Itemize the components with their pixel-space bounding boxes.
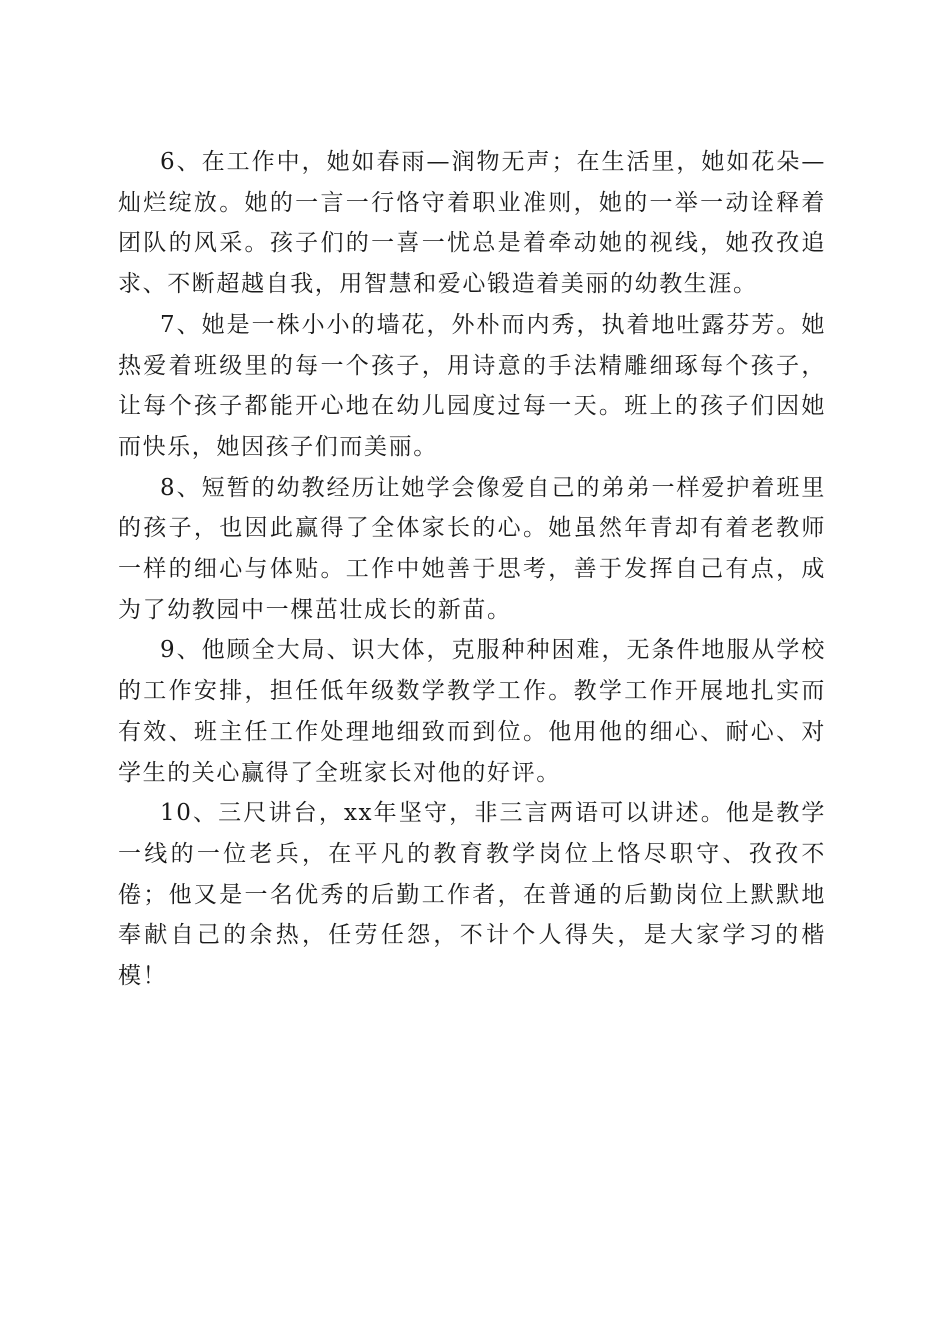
paragraph-6: 6、在工作中，她如春雨—润物无声；在生活里，她如花朵—灿烂绽放。她的一言一行恪守着职业准则，她的一举一动诠释着团队的风采。孩子们的一喜一忧总是着牵动她的视线，她孜孜追求、不断超越自我，用智慧和爱心锻造着美丽的幼教生涯。 — [118, 149, 826, 298]
paragraph-8: 8、短暂的幼教经历让她学会像爱自己的弟弟一样爱护着班里的孩子，也因此赢得了全体家长的心。她虽然年青却有着老教师一样的细心与体贴。工作中她善于思考，善于发挥自己有点，成为了幼教园中一棵茁壮成长的新苗。 — [118, 474, 826, 623]
paragraph-10: 10、三尺讲台，xx年坚守，非三言两语可以讲述。他是教学一线的一位老兵，在平凡的教育教学岗位上恪尽职守、孜孜不倦；他又是一名优秀的后勤工作者，在普通的后勤岗位上默默地奉献自己的余热，任劳任怨，不计个人得失，是大家学习的楷模！ — [118, 800, 826, 990]
paragraph-9: 9、他顾全大局、识大体，克服种种困难，无条件地服从学校的工作安排，担任低年级数学教学工作。教学工作开展地扎实而有效、班主任工作处理地细致而到位。他用他的细心、耐心、对学生的关心赢得了全班家长对他的好评。 — [118, 637, 826, 786]
paragraph-7: 7、她是一株小小的墙花，外朴而内秀，执着地吐露芬芳。她热爱着班级里的每一个孩子，用诗意的手法精雕细琢每个孩子，让每个孩子都能开心地在幼儿园度过每一天。班上的孩子们因她而快乐，她因孩子们而美丽。 — [118, 311, 826, 460]
document-body — [118, 142, 826, 997]
